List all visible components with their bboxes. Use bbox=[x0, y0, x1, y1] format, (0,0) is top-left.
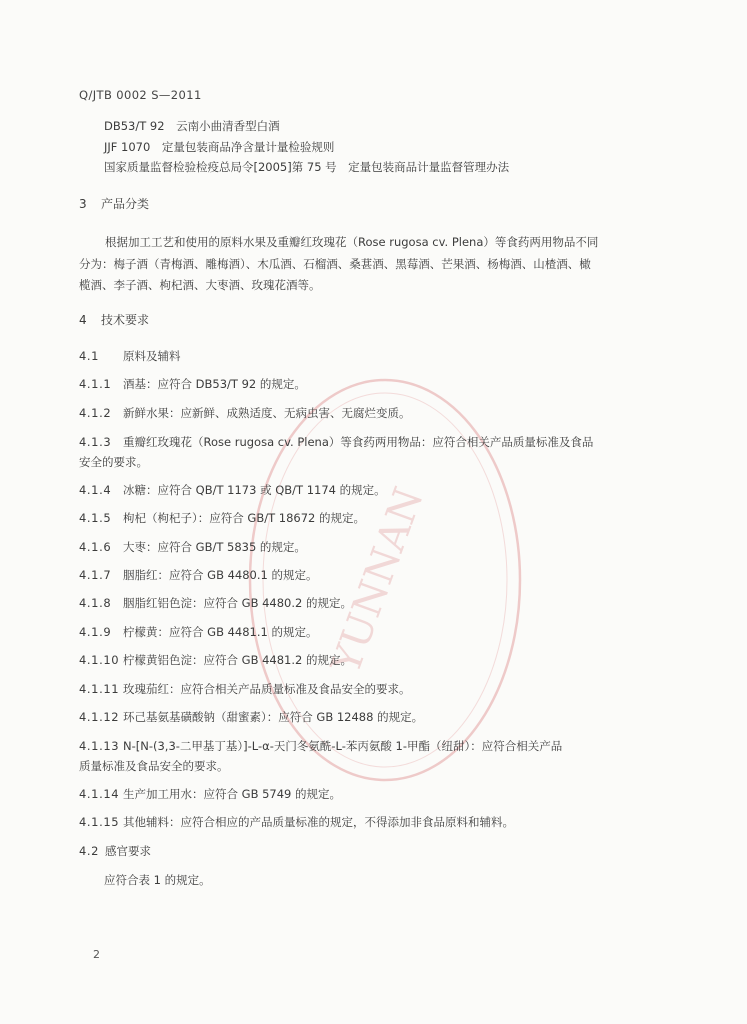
svg-text:YUNNAN: YUNNAN bbox=[322, 481, 433, 680]
item-number: 4.1.10 bbox=[79, 653, 120, 667]
list-item bbox=[79, 405, 411, 421]
item-text: 冰糖：应符合 QB/T 1173 或 QB/T 1174 的规定。 bbox=[123, 483, 386, 497]
list-item bbox=[79, 814, 514, 830]
item-number: 4.1.7 bbox=[79, 568, 112, 582]
item-number: 4.1.5 bbox=[79, 511, 112, 525]
list-item bbox=[79, 567, 318, 583]
item-continuation: 安全的要求。 bbox=[79, 455, 148, 469]
item-number: 4.1.6 bbox=[79, 540, 112, 554]
item-text: 胭脂红：应符合 GB 4480.1 的规定。 bbox=[123, 568, 318, 582]
list-item bbox=[79, 376, 306, 392]
item-text: 环己基氨基磺酸钠（甜蜜素）：应符合 GB 12488 的规定。 bbox=[123, 710, 424, 724]
list-item bbox=[79, 652, 352, 668]
item-text: 新鲜水果：应新鲜、成熟适度、无病虫害、无腐烂变质。 bbox=[123, 406, 411, 420]
item-number: 4.1.15 bbox=[79, 815, 120, 829]
item-text: 柠檬黄铝色淀：应符合 GB 4481.2 的规定。 bbox=[123, 653, 353, 667]
item-text: 枸杞（枸杞子）：应符合 GB/T 18672 的规定。 bbox=[123, 511, 365, 525]
paragraph-line: 榄酒、李子酒、枸杞酒、大枣酒、玫瑰花酒等。 bbox=[79, 278, 321, 292]
item-number: 4.1.2 bbox=[79, 406, 112, 420]
item-number: 4.1.1 bbox=[79, 377, 112, 391]
item-number: 4.1.4 bbox=[79, 483, 112, 497]
item-text: 其他辅料：应符合相应的产品质量标准的规定，不得添加非食品原料和辅料。 bbox=[123, 815, 514, 829]
subsection-number: 4.1 bbox=[79, 349, 100, 363]
item-text: 酒基：应符合 DB53/T 92 的规定。 bbox=[123, 377, 306, 391]
section-number: 4 bbox=[79, 313, 87, 327]
section-title: 技术要求 bbox=[101, 313, 150, 327]
item-number: 4.1.9 bbox=[79, 625, 112, 639]
subsection-title: 原料及辅料 bbox=[123, 349, 181, 363]
paragraph-line: 应符合表 1 的规定。 bbox=[104, 873, 211, 887]
item-number: 4.1.3 bbox=[79, 435, 112, 449]
section-heading-3 bbox=[79, 195, 149, 212]
item-text: N-[N-(3,3-二甲基丁基）]-L-α-天门冬氨酰-L-苯丙氨酸 1-甲酯（纽甜）：应符合相关产品 bbox=[123, 739, 563, 753]
item-number: 4.1.8 bbox=[79, 596, 112, 610]
subsection-title: 感官要求 bbox=[105, 844, 151, 858]
list-item bbox=[79, 738, 562, 754]
subsection-heading-4-1 bbox=[79, 348, 181, 364]
section-number: 3 bbox=[79, 197, 87, 211]
subsection-heading-4-2 bbox=[79, 843, 151, 859]
reference-line: DB53/T 92 云南小曲清香型白酒 bbox=[104, 119, 280, 133]
paragraph-line: 分为：梅子酒（青梅酒、雕梅酒）、木瓜酒、石榴酒、桑葚酒、黑莓酒、芒果酒、杨梅酒、山楂酒、橄 bbox=[79, 257, 591, 271]
section-title: 产品分类 bbox=[101, 197, 150, 211]
page-number: 2 bbox=[93, 948, 100, 961]
list-item bbox=[79, 786, 341, 802]
item-number: 4.1.11 bbox=[79, 682, 120, 696]
section-heading-4 bbox=[79, 311, 149, 328]
list-item bbox=[79, 539, 306, 555]
item-text: 柠檬黄：应符合 GB 4481.1 的规定。 bbox=[123, 625, 318, 639]
reference-line: 国家质量监督检验检疫总局令[2005]第 75 号 定量包装商品计量监督管理办法 bbox=[104, 160, 510, 174]
list-item bbox=[79, 434, 593, 450]
list-item bbox=[79, 510, 365, 526]
list-item bbox=[79, 709, 423, 725]
item-text: 大枣：应符合 GB/T 5835 的规定。 bbox=[123, 540, 306, 554]
item-text: 重瓣红玫瑰花（Rose rugosa cv. Plena）等食药两用物品：应符合相关产品质量标准及食品 bbox=[123, 435, 594, 449]
subsection-number: 4.2 bbox=[79, 844, 100, 858]
item-number: 4.1.14 bbox=[79, 787, 120, 801]
item-continuation: 质量标准及食品安全的要求。 bbox=[79, 759, 229, 773]
item-text: 玫瑰茄红：应符合相关产品质量标准及食品安全的要求。 bbox=[123, 682, 411, 696]
item-text: 胭脂红铝色淀：应符合 GB 4480.2 的规定。 bbox=[123, 596, 353, 610]
reference-line: JJF 1070 定量包装商品净含量计量检验规则 bbox=[104, 140, 335, 154]
item-text: 生产加工用水：应符合 GB 5749 的规定。 bbox=[123, 787, 342, 801]
list-item bbox=[79, 681, 411, 697]
document-code: Q/JTB 0002 S—2011 bbox=[79, 88, 202, 102]
item-number: 4.1.12 bbox=[79, 710, 120, 724]
list-item bbox=[79, 595, 352, 611]
item-number: 4.1.13 bbox=[79, 739, 120, 753]
list-item bbox=[79, 482, 386, 498]
list-item bbox=[79, 624, 318, 640]
paragraph-line: 根据加工工艺和使用的原料水果及重瓣红玫瑰花（Rose rugosa cv. Plena）等食药两用物品不同 bbox=[105, 235, 599, 249]
